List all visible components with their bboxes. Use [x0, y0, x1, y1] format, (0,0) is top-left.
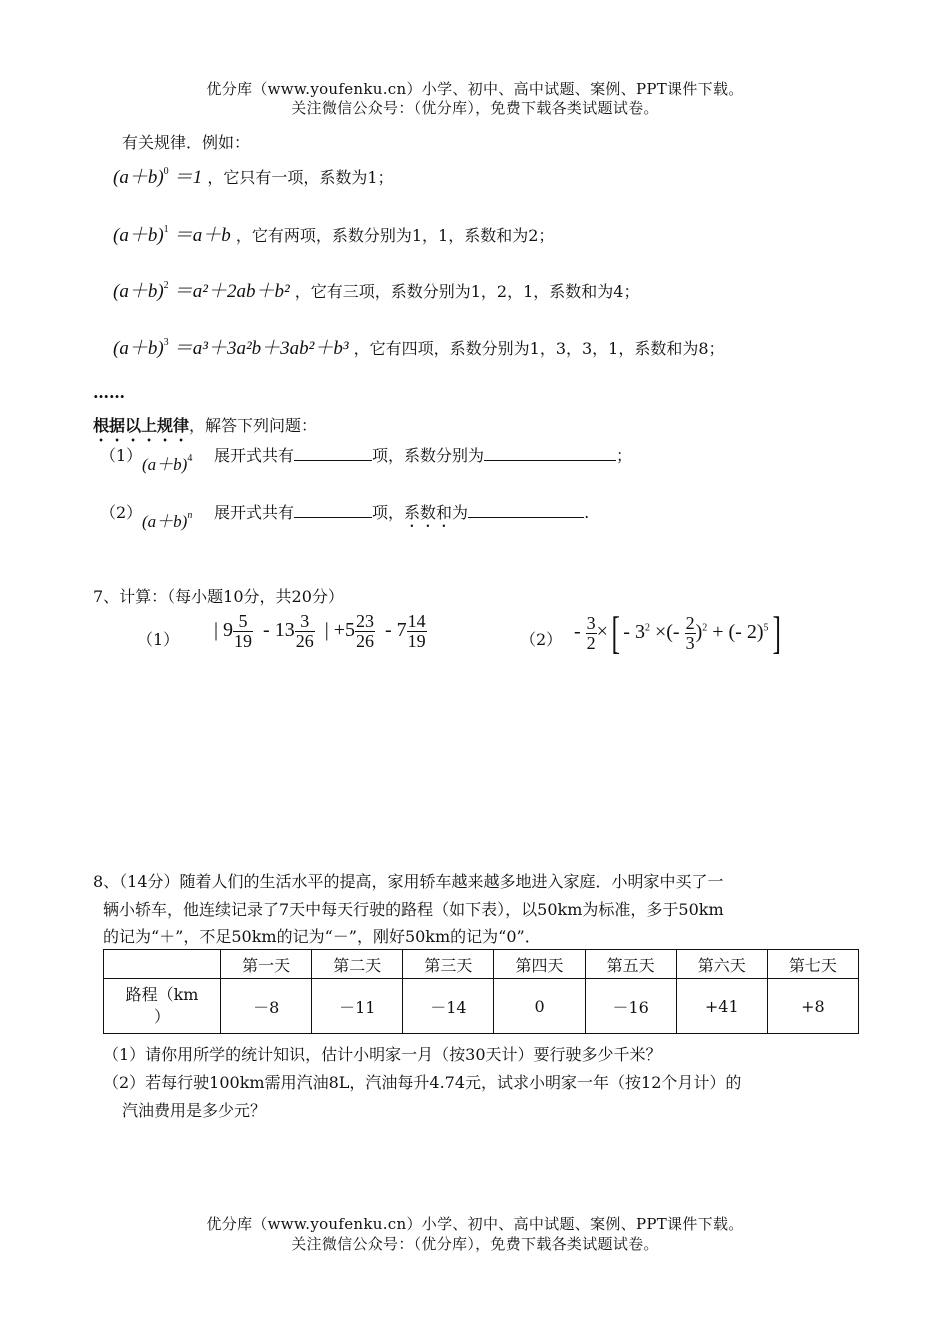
q6-sub2-expr: $(a+b)^n$ [142, 510, 193, 531]
example-note: ，它有四项，系数分别为1，3，3，1，系数和为8； [353, 339, 725, 358]
table-header-cell: 第六天 [676, 950, 767, 979]
table-cell: +41 [676, 979, 767, 1034]
example-lhs: $(a+b)^1$ [113, 223, 169, 246]
q8-text-line-2: 辆小轿车，他连续记录了7天中每天行驶的路程（如下表），以50km为标准，多于50km [103, 900, 724, 919]
footer-line-1: 优分库（www.youfenku.cn）小学、初中、高中试题、案例、PPT课件下载。 [206, 1215, 744, 1233]
table-header-cell: 第四天 [494, 950, 585, 979]
example-note: ，它有三项，系数分别为1，2，1，系数和为4； [294, 282, 640, 301]
table-cell: －8 [221, 979, 312, 1034]
table-cell: －14 [403, 979, 494, 1034]
table-cell: +8 [767, 979, 858, 1034]
table-cell: －16 [585, 979, 676, 1034]
example-row-0 [113, 162, 394, 189]
table-header-cell: 第五天 [585, 950, 676, 979]
example-lhs: $(a+b)^0$ [113, 165, 169, 188]
example-rhs: ＝a＋b [173, 225, 231, 246]
answer-blank-sum[interactable] [468, 501, 584, 518]
example-row-1 [113, 220, 554, 247]
example-rhs: ＝a³＋3a²b＋3ab²＋b³ [173, 338, 349, 359]
table-cell: 0 [494, 979, 585, 1034]
q6-sub2-number: （2） [100, 503, 143, 522]
table-header-cell: 第一天 [221, 950, 312, 979]
q7-part2-label: （2） [520, 630, 563, 649]
header-line-2: 关注微信公众号：（优分库），免费下载各类试题试卷。 [291, 99, 659, 117]
q6-sub1-number: （1） [100, 446, 143, 465]
example-rhs: ＝a²＋2ab＋b² [173, 281, 290, 302]
q6-sub1-expr: $(a+b)^4$ [142, 453, 193, 474]
table-header-cell: 第三天 [403, 950, 494, 979]
example-lhs: $(a+b)^3$ [113, 336, 169, 359]
q8-sub1: （1）请你用所学的统计知识，估计小明家一月（按30天计）要行驶多少千米？ [103, 1045, 662, 1064]
table-header-row [104, 950, 859, 979]
q8-text-line-1: 8、（14分）随着人们的生活水平的提高，家用轿车越来越多地进入家庭．小明家中买了一 [93, 872, 724, 891]
example-rhs: ＝1 [173, 167, 203, 188]
q6-intro: 有关规律．例如： [122, 133, 251, 152]
q6-sub2-text: 展开式共有 项，系数和为 . [214, 503, 590, 522]
example-lhs: $(a+b)^2$ [113, 279, 169, 302]
q7-part1-label: （1） [137, 630, 180, 649]
table-row [104, 979, 859, 1034]
q8-sub2-line-1: （2）若每行驶100km需用汽油8L，汽油每升4.74元，试求小明家一年（按12个月计）的 [103, 1073, 742, 1092]
mileage-table [103, 949, 859, 1034]
footer-line-2: 关注微信公众号：（优分库），免费下载各类试题试卷。 [291, 1235, 659, 1253]
example-row-2 [113, 276, 639, 303]
example-note: ，它有两项，系数分别为1，1，系数和为2； [235, 226, 555, 245]
q7-part2-expression: - $\frac{3}{2}$ ×[ - $3^2$ ×(- $\frac{2}{3}$ )$^2$ + (- 2)$^5$] [574, 607, 781, 658]
q7-part1-expression: | 9 $\frac{5}{19}$ - 13 $\frac{3}{26}$ | +5 $\frac{23}{26}$ - 7 $\frac{14}{19}$ [214, 611, 426, 651]
table-cell: －11 [312, 979, 403, 1034]
example-row-3 [113, 333, 725, 360]
answer-blank-terms-n[interactable] [294, 501, 372, 518]
q8-sub2-line-2: 汽油费用是多少元？ [122, 1101, 267, 1120]
q6-instruction: 根据以上规律，解答下列问题： [93, 416, 318, 435]
answer-blank-coefficients[interactable] [484, 444, 616, 461]
table-row-label: 路程（km ） [104, 979, 221, 1034]
q7-title: 7、计算：（每小题10分，共20分） [93, 587, 344, 606]
q6-sub1-text: 展开式共有 项，系数分别为 ； [214, 446, 633, 465]
table-header-cell: 第七天 [767, 950, 858, 979]
table-header-cell: 第二天 [312, 950, 403, 979]
header-line-1: 优分库（www.youfenku.cn）小学、初中、高中试题、案例、PPT课件下载。 [206, 80, 744, 98]
q8-text-line-3: 的记为“＋”，不足50km的记为“－”，刚好50km的记为“0”． [103, 927, 541, 946]
answer-blank-terms[interactable] [294, 444, 372, 461]
example-note: ，它只有一项，系数为1； [207, 168, 394, 187]
table-header-cell [104, 950, 221, 979]
ellipsis: …… [93, 383, 125, 402]
